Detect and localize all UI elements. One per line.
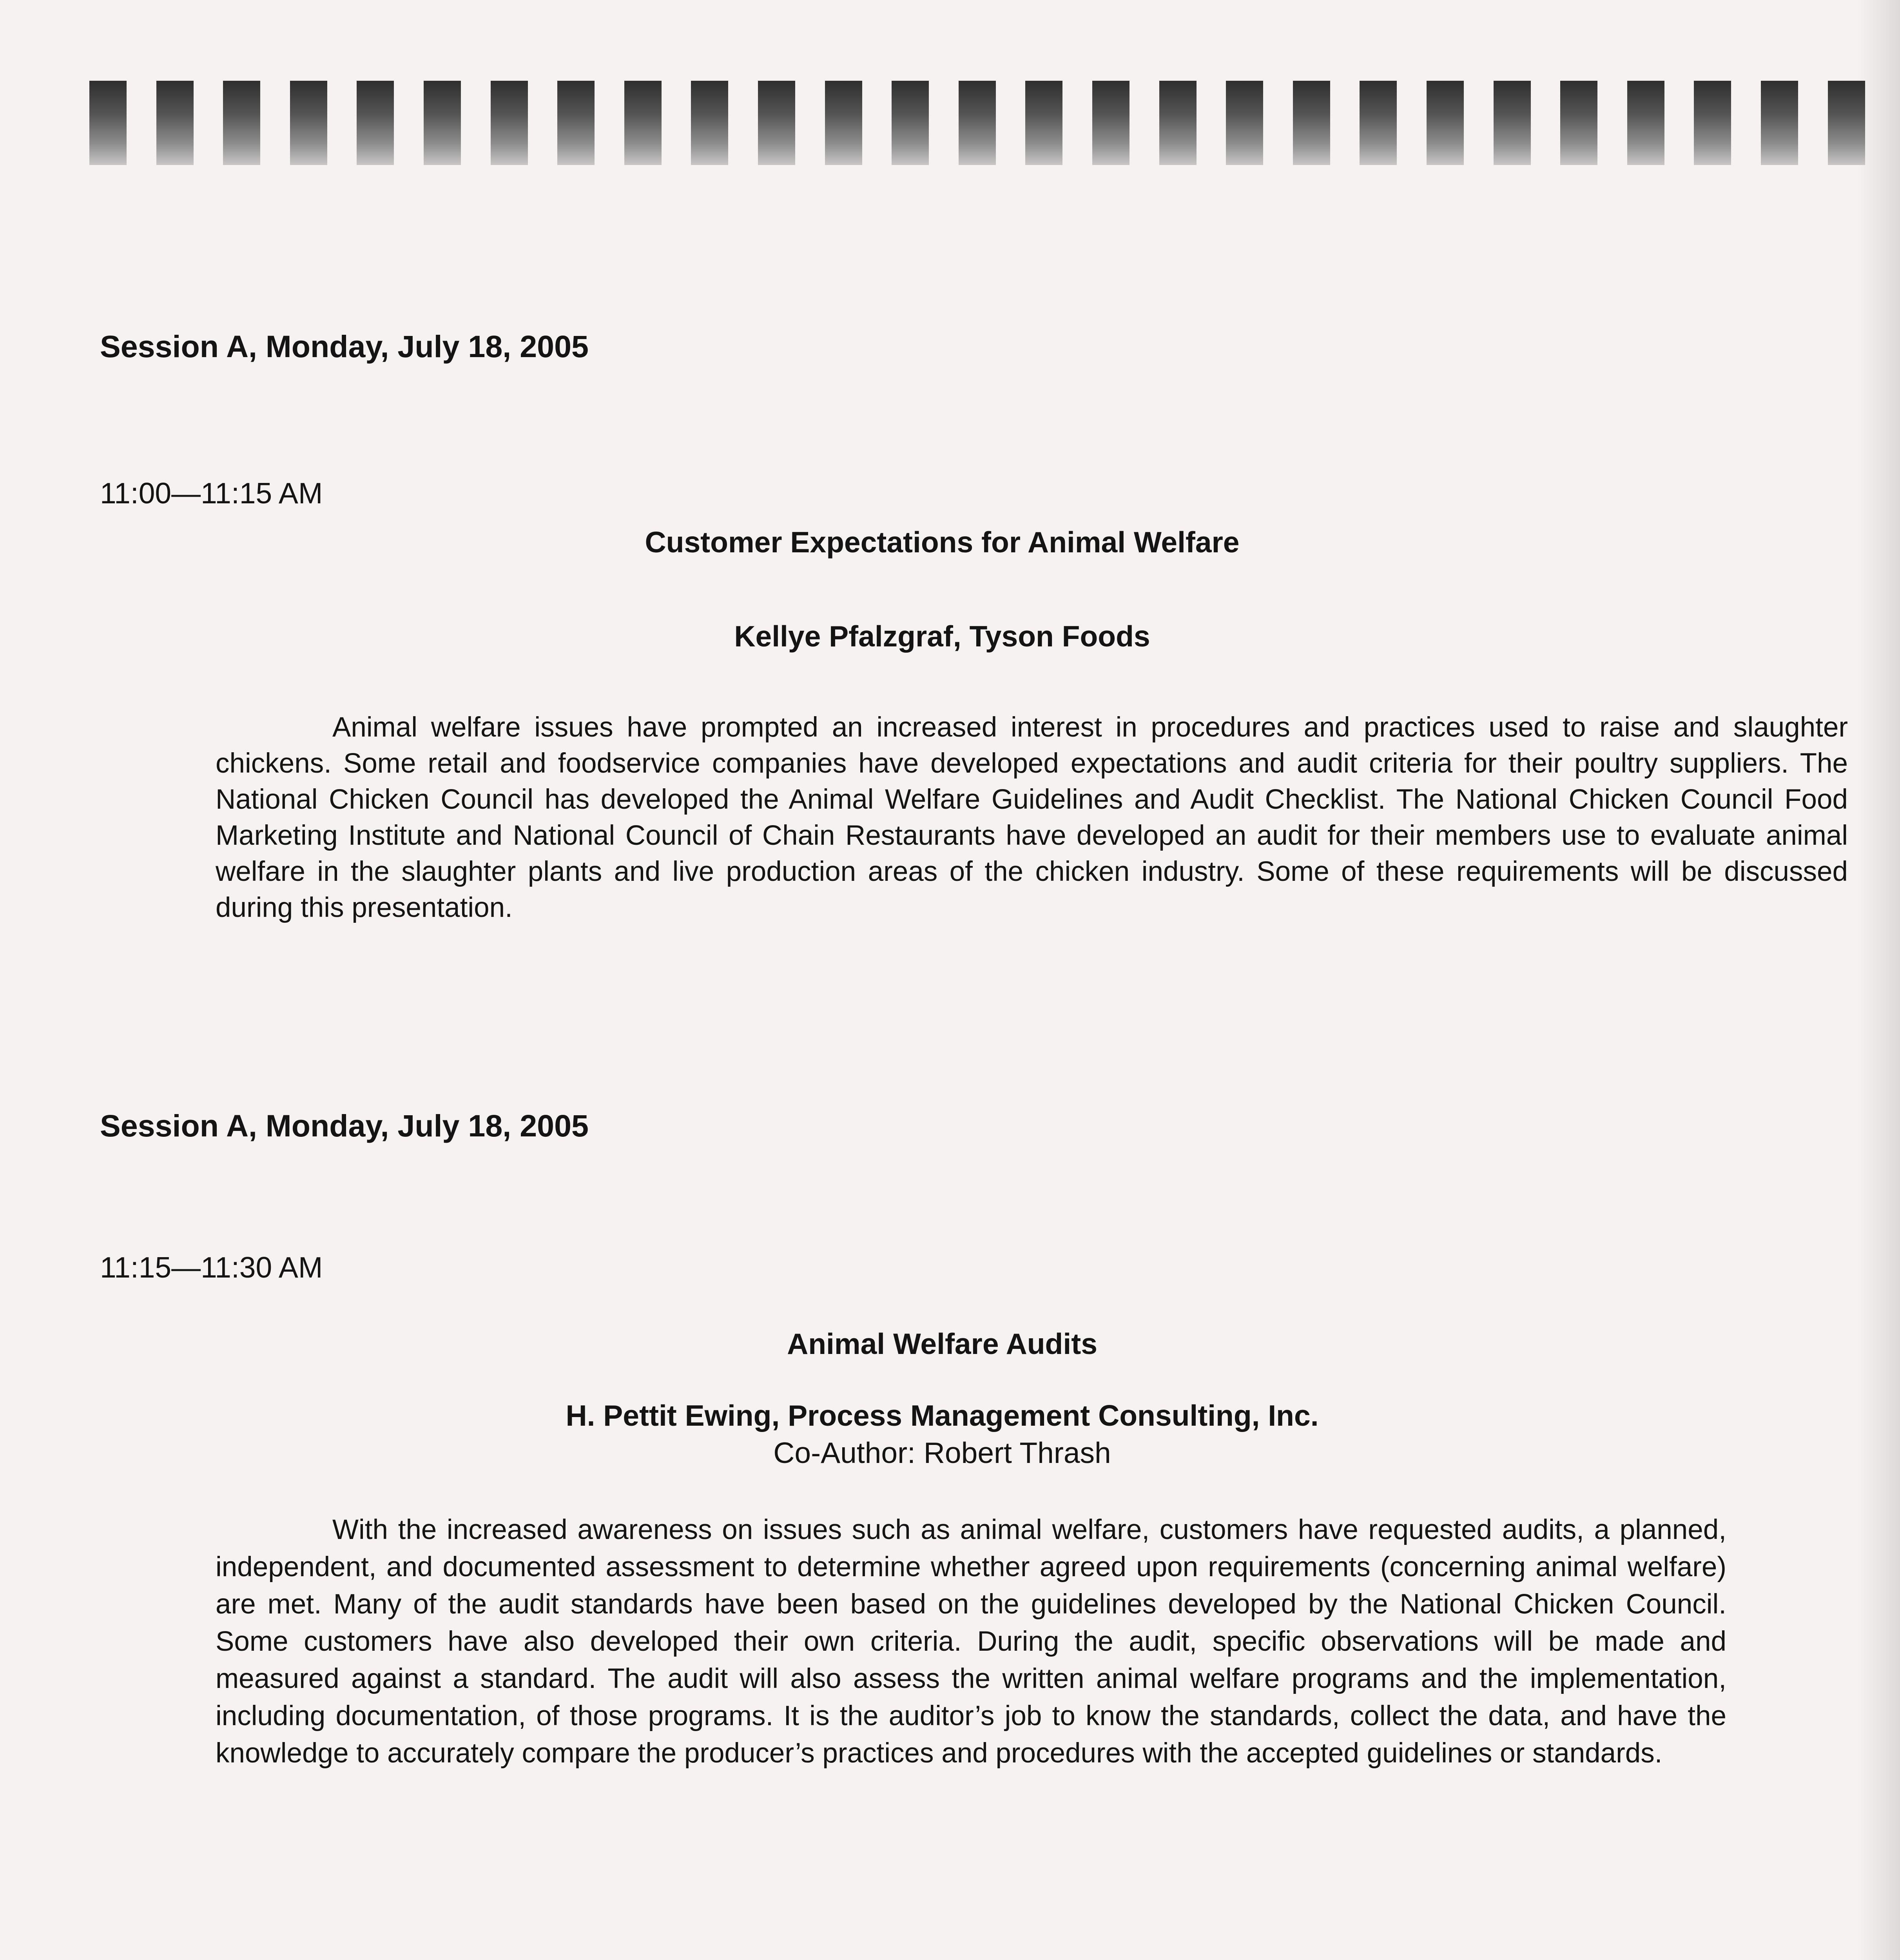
talk-abstract: Animal welfare issues have prompted an increased interest in procedures and practices used to raise and slaughter chickens. Some retail and foodservice companies have developed expectations and audit criteria for their poultry suppliers. The National Chicken Council has developed the Animal Welfare Guidelines and Audit Checklist. The National Chicken Council Food Marketing Institute and National Council of Chain Restaurants have developed an audit for their members use to evaluate animal welfare in the slaughter plants and live production areas of the chicken industry. Some of these requirements will be discussed during this presentation.	[216, 712, 1848, 923]
header-bar	[491, 81, 528, 165]
header-bar	[1560, 81, 1597, 165]
header-bar	[1494, 81, 1531, 165]
header-bar	[1159, 81, 1197, 165]
header-bar	[357, 81, 394, 165]
header-bar	[557, 81, 595, 165]
header-bar	[624, 81, 662, 165]
talk-abstract: With the increased awareness on issues such as animal welfare, customers have requested audits, a planned, independent, and documented assessment to determine whether agreed upon requirements (concerning animal welfare) are met. Many of the audit standards have been based on the guidelines developed by the National Chicken Council. Some customers have also developed their own criteria. During the audit, specific observations will be made and measured against a standard. The audit will also assess the written animal welfare programs and the implementation, including documentation, of those programs. It is the auditor’s job to know the standards, collect the data, and have the knowledge to accurately compare the producer’s practices and procedures with the accepted guidelines or standards.	[216, 1514, 1726, 1769]
talk-coauthor: Co-Author: Robert Thrash	[773, 1436, 1111, 1469]
header-bar	[825, 81, 862, 165]
header-bar	[223, 81, 260, 165]
time-slot: 11:00—11:15 AM	[100, 477, 323, 510]
header-bar	[1694, 81, 1731, 165]
header-bar	[1761, 81, 1798, 165]
header-bar	[1293, 81, 1330, 165]
header-bar	[1360, 81, 1397, 165]
header-bar	[1627, 81, 1664, 165]
header-bar	[89, 81, 127, 165]
header-bar	[424, 81, 461, 165]
session-heading: Session A, Monday, July 18, 2005	[100, 1108, 589, 1143]
header-bar	[1226, 81, 1263, 165]
header-bar	[1025, 81, 1062, 165]
page-edge-shadow	[1857, 0, 1900, 1960]
header-bar	[290, 81, 327, 165]
header-bar	[1427, 81, 1464, 165]
header-bar	[156, 81, 194, 165]
talk-title: Animal Welfare Audits	[787, 1327, 1097, 1360]
talk-title: Customer Expectations for Animal Welfare	[645, 526, 1240, 559]
header-bar	[1828, 81, 1865, 165]
session-heading: Session A, Monday, July 18, 2005	[100, 329, 589, 364]
talk-author: H. Pettit Ewing, Process Management Consulting, Inc.	[566, 1399, 1319, 1432]
header-bar	[959, 81, 996, 165]
talk-author: Kellye Pfalzgraf, Tyson Foods	[734, 620, 1150, 653]
header-bar-strip	[89, 81, 1861, 165]
header-bar	[1092, 81, 1129, 165]
header-bar	[892, 81, 929, 165]
header-bar	[691, 81, 728, 165]
time-slot: 11:15—11:30 AM	[100, 1251, 323, 1284]
header-bar	[758, 81, 795, 165]
